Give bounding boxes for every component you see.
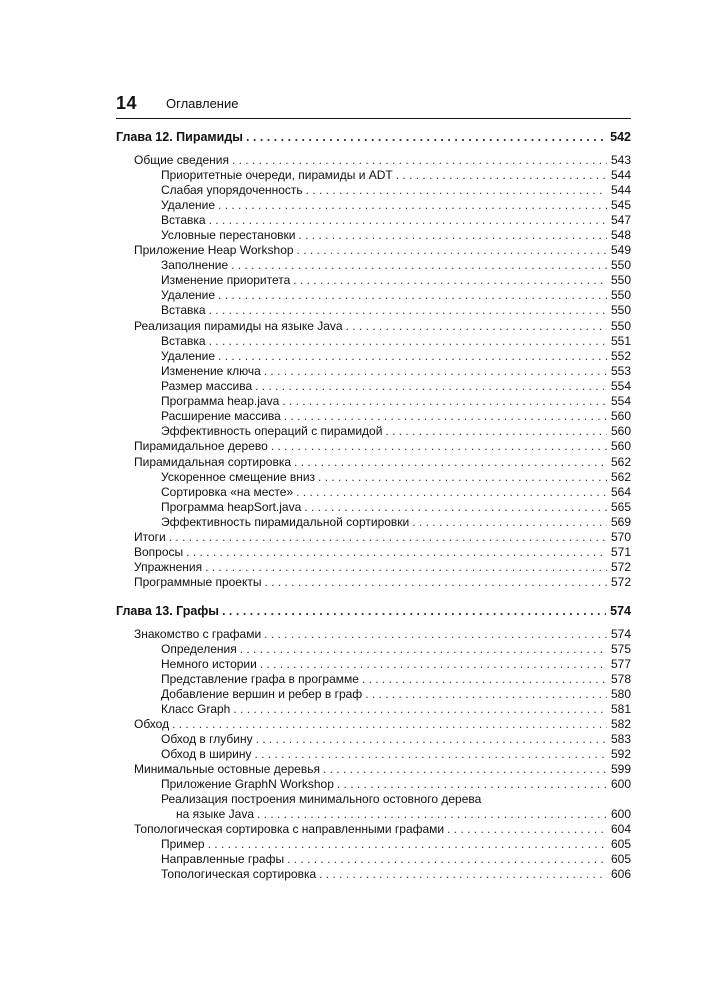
toc-entry[interactable] bbox=[134, 716, 631, 732]
toc-entry-page: 564 bbox=[607, 484, 631, 500]
toc-entry[interactable] bbox=[134, 152, 631, 168]
toc-entry[interactable] bbox=[161, 212, 631, 228]
toc-entry[interactable] bbox=[161, 363, 631, 379]
toc-entry-page: 550 bbox=[607, 287, 631, 303]
toc-entry-title: Итоги bbox=[134, 529, 169, 545]
toc-entry-page: 560 bbox=[607, 438, 631, 454]
toc-entry-page: 599 bbox=[607, 761, 631, 777]
toc-entry-title: Пирамидальная сортировка bbox=[134, 454, 294, 470]
toc-chapter[interactable] bbox=[116, 603, 631, 619]
toc-entry-title: Удаление bbox=[161, 348, 218, 364]
toc-entry-page: 562 bbox=[607, 454, 631, 470]
toc-entry[interactable] bbox=[161, 499, 631, 515]
toc-entry-page: 554 bbox=[607, 378, 631, 394]
toc-entry[interactable] bbox=[161, 272, 631, 288]
running-title: Оглавление bbox=[166, 96, 239, 111]
toc-entry-title: Изменение ключа bbox=[161, 363, 264, 379]
toc-entry[interactable] bbox=[161, 686, 631, 702]
toc-entry-page: 550 bbox=[607, 257, 631, 273]
toc-entry-title: Приоритетные очереди, пирамиды и ADT bbox=[161, 167, 396, 183]
toc-entry[interactable] bbox=[161, 484, 631, 500]
toc-entry-page: 571 bbox=[607, 544, 631, 560]
toc-entry[interactable] bbox=[161, 514, 631, 530]
toc-entry-page: 548 bbox=[607, 227, 631, 243]
toc-entry-title: Упражнения bbox=[134, 559, 205, 575]
toc-entry-title: Слабая упорядоченность bbox=[161, 182, 306, 198]
toc-entry-title: Общие сведения bbox=[134, 152, 232, 168]
toc-entry-page: 552 bbox=[607, 348, 631, 364]
toc-entry-title: Топологическая сортировка bbox=[161, 866, 319, 882]
toc-entry[interactable] bbox=[161, 851, 631, 867]
toc-entry-title: Программные проекты bbox=[134, 574, 264, 590]
toc-entry[interactable] bbox=[134, 454, 631, 470]
toc-entry-title: Пирамидальное дерево bbox=[134, 438, 271, 454]
toc-entry-title: Приложение GraphN Workshop bbox=[161, 776, 337, 792]
toc-entry-page: 565 bbox=[607, 499, 631, 515]
toc-entry-page: 575 bbox=[607, 641, 631, 657]
toc-entry-page: 551 bbox=[607, 333, 631, 349]
toc-entry-title: Заполнение bbox=[161, 257, 231, 273]
toc-entry-page: 560 bbox=[607, 408, 631, 424]
toc-entry-title: Знакомство с графами bbox=[134, 626, 264, 642]
toc-entry[interactable] bbox=[161, 776, 631, 792]
toc-entry-title-line1[interactable]: Реализация построения минимального остовного дерева bbox=[161, 792, 482, 806]
toc-entry-title: Условные перестановки bbox=[161, 227, 298, 243]
toc-entry[interactable] bbox=[134, 242, 631, 258]
toc-entry-title: Программа heapSort.java bbox=[161, 499, 304, 515]
toc-entry-page: 582 bbox=[607, 716, 631, 732]
toc-entry-page: 580 bbox=[607, 686, 631, 702]
toc-entry-title: Вставка bbox=[161, 302, 209, 318]
toc-entry-page: 572 bbox=[607, 574, 631, 590]
toc-entry-title: Эффективность пирамидальной сортировки bbox=[161, 514, 412, 530]
toc-entry-title: Обход bbox=[134, 716, 172, 732]
toc-entry-page: 542 bbox=[606, 129, 631, 145]
toc-entry[interactable] bbox=[161, 333, 631, 349]
toc-entry-title: Добавление вершин и ребер в граф bbox=[161, 686, 365, 702]
toc-entry[interactable] bbox=[161, 423, 631, 439]
toc-entry-title: Глава 13. Графы bbox=[116, 603, 222, 619]
toc-entry-title: Приложение Heap Workshop bbox=[134, 242, 297, 258]
toc-entry-title: Программа heap.java bbox=[161, 393, 282, 409]
toc-entry-title: Минимальные остовные деревья bbox=[134, 761, 323, 777]
toc-entry-page: 605 bbox=[607, 851, 631, 867]
toc-entry[interactable] bbox=[161, 348, 631, 364]
toc-entry[interactable] bbox=[134, 438, 631, 454]
toc-entry-page: 544 bbox=[607, 167, 631, 183]
toc-entry-title: Расширение массива bbox=[161, 408, 284, 424]
toc-entry[interactable] bbox=[161, 393, 631, 409]
toc-entry-title: Изменение приоритета bbox=[161, 272, 293, 288]
toc-entry[interactable] bbox=[134, 559, 631, 575]
toc-entry-page: 550 bbox=[607, 318, 631, 334]
toc-entry-page: 554 bbox=[607, 393, 631, 409]
toc-entry-title: Немного истории bbox=[161, 656, 260, 672]
toc-entry[interactable] bbox=[134, 544, 631, 560]
toc-entry-page: 577 bbox=[607, 656, 631, 672]
toc-entry[interactable] bbox=[134, 821, 631, 837]
toc-entry-title: Топологическая сортировка с направленными графами bbox=[134, 821, 447, 837]
toc-entry-title: Вопросы bbox=[134, 544, 186, 560]
toc-entry-title: Удаление bbox=[161, 287, 218, 303]
toc-entry-page: 550 bbox=[607, 272, 631, 288]
toc-entry-title: Направленные графы bbox=[161, 851, 287, 867]
toc-entry[interactable] bbox=[134, 529, 631, 545]
toc-entry-title-line2: на языке Java bbox=[176, 806, 257, 822]
toc-entry-page: 606 bbox=[607, 866, 631, 882]
toc-entry-page: 574 bbox=[607, 626, 631, 642]
toc-entry-title: Вставка bbox=[161, 212, 209, 228]
toc-entry-title: Удаление bbox=[161, 197, 218, 213]
toc-entry-title: Пример bbox=[161, 836, 208, 852]
toc-entry-page: 560 bbox=[607, 423, 631, 439]
toc-entry-page: 570 bbox=[607, 529, 631, 545]
toc-entry-page: 547 bbox=[607, 212, 631, 228]
toc-entry-page: 604 bbox=[607, 821, 631, 837]
toc-entry[interactable] bbox=[161, 746, 631, 762]
toc-entry-page: 562 bbox=[607, 469, 631, 485]
toc-entry[interactable] bbox=[161, 641, 631, 657]
toc-entry[interactable] bbox=[176, 806, 631, 822]
toc-entry-page: 605 bbox=[607, 836, 631, 852]
toc-entry[interactable] bbox=[161, 287, 631, 303]
toc-entry-page: 572 bbox=[607, 559, 631, 575]
toc-entry-page: 581 bbox=[607, 701, 631, 717]
toc-entry-title: Обход в ширину bbox=[161, 746, 254, 762]
toc-entry[interactable] bbox=[161, 378, 631, 394]
toc-entry[interactable] bbox=[161, 227, 631, 243]
toc-entry[interactable] bbox=[161, 469, 631, 485]
toc-entry[interactable] bbox=[161, 167, 631, 183]
toc-entry-page: 592 bbox=[607, 746, 631, 762]
toc-entry[interactable] bbox=[161, 408, 631, 424]
toc-entry-page: 574 bbox=[606, 603, 631, 619]
toc-entry-page: 578 bbox=[607, 671, 631, 687]
toc-entry[interactable] bbox=[161, 257, 631, 273]
page-number: 14 bbox=[116, 93, 138, 113]
toc-entry[interactable] bbox=[161, 836, 631, 852]
toc-entry-title: Обход в глубину bbox=[161, 731, 256, 747]
toc-entry-page: 600 bbox=[607, 806, 631, 822]
toc-entry-page: 543 bbox=[607, 152, 631, 168]
toc-entry-title: Определения bbox=[161, 641, 240, 657]
toc-entry[interactable] bbox=[161, 182, 631, 198]
toc-entry[interactable] bbox=[161, 302, 631, 318]
toc-entry-page: 550 bbox=[607, 302, 631, 318]
toc-entry-title: Представление графа в программе bbox=[161, 671, 362, 687]
toc-entry-title: Реализация пирамиды на языке Java bbox=[134, 318, 346, 334]
toc-entry[interactable] bbox=[161, 701, 631, 717]
toc-entry-title: Вставка bbox=[161, 333, 209, 349]
toc-entry-page: 600 bbox=[607, 776, 631, 792]
toc-entry[interactable] bbox=[161, 197, 631, 213]
toc-entry[interactable] bbox=[134, 318, 631, 334]
toc-entry-title: Глава 12. Пирамиды bbox=[116, 129, 246, 145]
toc-entry-title: Эффективность операций с пирамидой bbox=[161, 423, 385, 439]
toc-entry-page: 544 bbox=[607, 182, 631, 198]
toc-entry-title: Сортировка «на месте» bbox=[161, 484, 296, 500]
toc-entry-title: Класс Graph bbox=[161, 701, 233, 717]
toc-entry[interactable] bbox=[134, 574, 631, 590]
toc-entry[interactable] bbox=[161, 671, 631, 687]
toc-entry-page: 553 bbox=[607, 363, 631, 379]
toc-entry-page: 583 bbox=[607, 731, 631, 747]
toc-entry[interactable] bbox=[134, 626, 631, 642]
toc-entry[interactable] bbox=[161, 656, 631, 672]
toc-entry[interactable] bbox=[134, 761, 631, 777]
toc-entry-title: Размер массива bbox=[161, 378, 255, 394]
toc-entry[interactable] bbox=[161, 731, 631, 747]
toc-entry-page: 545 bbox=[607, 197, 631, 213]
toc-chapter[interactable] bbox=[116, 129, 631, 145]
toc-entry[interactable] bbox=[161, 866, 631, 882]
toc-entry-page: 569 bbox=[607, 514, 631, 530]
toc-entry-page: 549 bbox=[607, 242, 631, 258]
toc-entry-title: Ускоренное смещение вниз bbox=[161, 469, 318, 485]
